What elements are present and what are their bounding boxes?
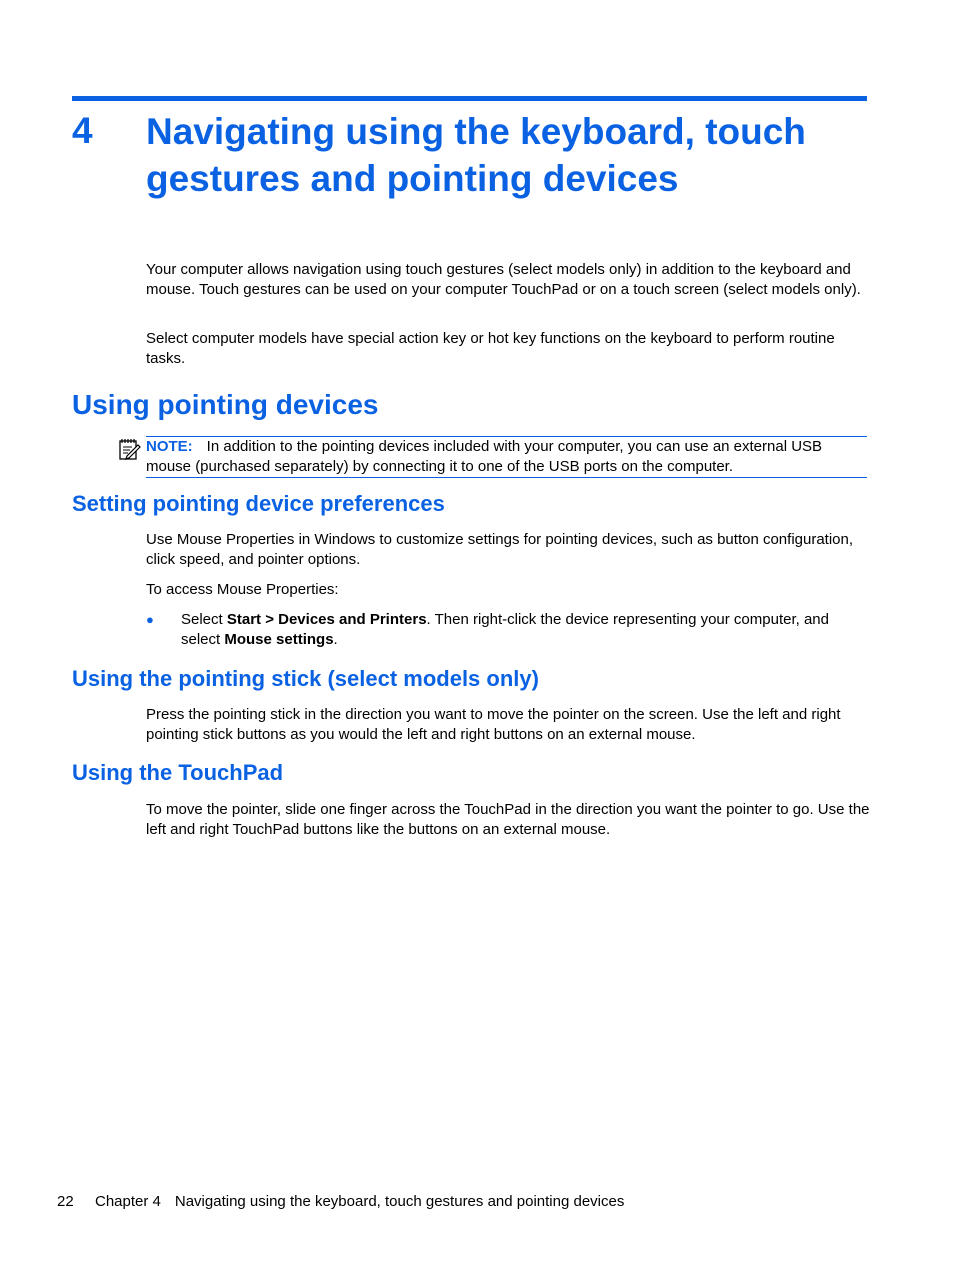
pointing-stick-paragraph: Press the pointing stick in the direction you want to move the pointer on the screen. Use the left and right pointing stick buttons as you would the left and right buttons on an external mouse. [146,706,841,743]
chapter-number: 4 [72,110,93,151]
chapter-title: Navigating using the keyboard, touch gestures and pointing devices [146,111,806,199]
intro-paragraph-2: Select computer models have special action key or hot key functions on the keyboard to perform routine tasks. [146,330,835,367]
chapter-rule [72,96,867,101]
section-heading-touchpad: Using the TouchPad [72,760,284,785]
note-label: NOTE: [146,438,193,455]
preferences-paragraph-1: Use Mouse Properties in Windows to customize settings for pointing devices, such as button configuration, click speed, and pointer options. [146,531,854,568]
section-heading-pointing-devices: Using pointing devices [72,389,379,420]
bullet-bold-start-devices: Start > Devices and Printers [226,611,427,628]
footer-chapter-label: Chapter 4 [95,1193,161,1210]
bullet-text-part-1: Select [181,611,227,628]
note-icon [118,437,142,461]
bullet-bold-mouse-settings: Mouse settings [224,630,334,648]
footer-chapter-title: Navigating using the keyboard, touch gestures and pointing devices [174,1193,625,1210]
footer-page-number: 22 [57,1193,74,1210]
note-box [146,436,867,478]
note-text: In addition to the pointing devices included with your computer, you can use an external USB mouse (purchased separately) by connecting it to one of the USB ports on the computer. [146,438,823,475]
bullet-dot: ● [146,612,154,627]
section-heading-preferences: Setting pointing device preferences [72,491,445,516]
bullet-text [181,610,871,649]
page-footer [57,1192,624,1211]
bullet-text-part-3: . [333,630,338,648]
preferences-paragraph-2: To access Mouse Properties: [146,581,339,598]
intro-paragraph-1: Your computer allows navigation using touch gestures (select models only) in addition to the keyboard and mouse. Touch gestures can be used on your computer TouchPad or on a touch screen (select models only). [146,261,861,298]
bullet-item [146,610,871,649]
touchpad-paragraph: To move the pointer, slide one finger across the TouchPad in the direction you want the pointer to go. Use the left and right TouchPad buttons like the buttons on an external mouse. [146,801,870,838]
bullet-text-part-2: . Then right-click the device representing your computer, and select [181,611,829,648]
section-heading-pointing-stick: Using the pointing stick (select models only) [72,666,539,691]
